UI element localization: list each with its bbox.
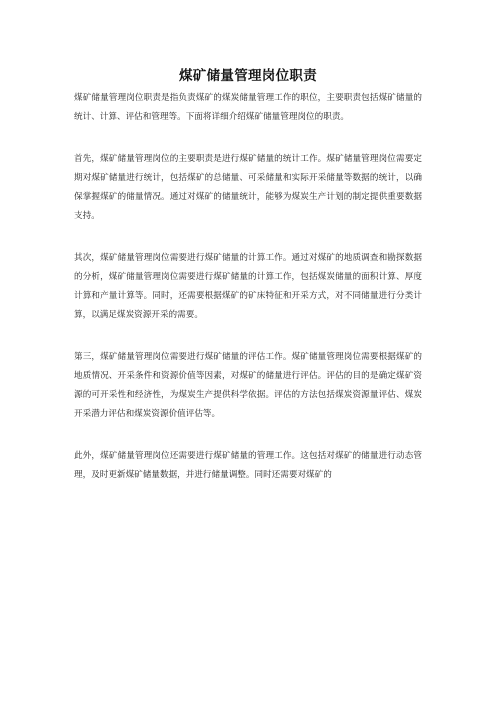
paragraph-calculation: 其次，煤矿储量管理岗位需要进行煤矿储量的计算工作。通过对煤矿的地质调查和勘探数据的分析，煤矿储量管理岗位需要进行煤矿储量的计算工作，包括煤炭储量的面积计算、厚度计算和产量计算等。同时，还需要根据煤矿的矿床特征和开采方式，对不同储量进行分类计算，以满足煤炭资源开采的需要。 (74, 253, 422, 320)
paragraph-management: 此外，煤矿储量管理岗位还需要进行煤矿储量的管理工作。这包括对煤矿的储量进行动态管理，及时更新煤矿储量数据，并进行储量调整。同时还需要对煤矿的 (74, 451, 422, 480)
paragraph-statistics: 首先，煤矿储量管理岗位的主要职责是进行煤矿储量的统计工作。煤矿储量管理岗位需要定期对煤矿储量进行统计，包括煤矿的总储量、可采储量和实际开采储量等数据的统计，以确保掌握煤矿的储量情况。通过对煤矿的储量统计，能够为煤炭生产计划的制定提供重要数据支持。 (74, 154, 422, 221)
document-body (74, 89, 422, 508)
paragraph-evaluation: 第三，煤矿储量管理岗位需要进行煤矿储量的评估工作。煤矿储量管理岗位需要根据煤矿的地质情况、开采条件和资源价值等因素，对煤矿的储量进行评估。评估的目的是确定煤矿资源的可开采性和经济性，为煤炭生产提供科学依据。评估的方法包括煤炭资源量评估、煤炭开采潜力评估和煤炭资源价值评估等。 (74, 352, 422, 419)
paragraph-intro: 煤矿储量管理岗位职责是指负责煤矿的煤炭储量管理工作的职位，主要职责包括煤矿储量的统计、计算、评估和管理等。下面将详细介绍煤矿储量管理岗位的职责。 (74, 93, 422, 122)
document-title: 煤矿储量管理岗位职责 (179, 68, 317, 84)
